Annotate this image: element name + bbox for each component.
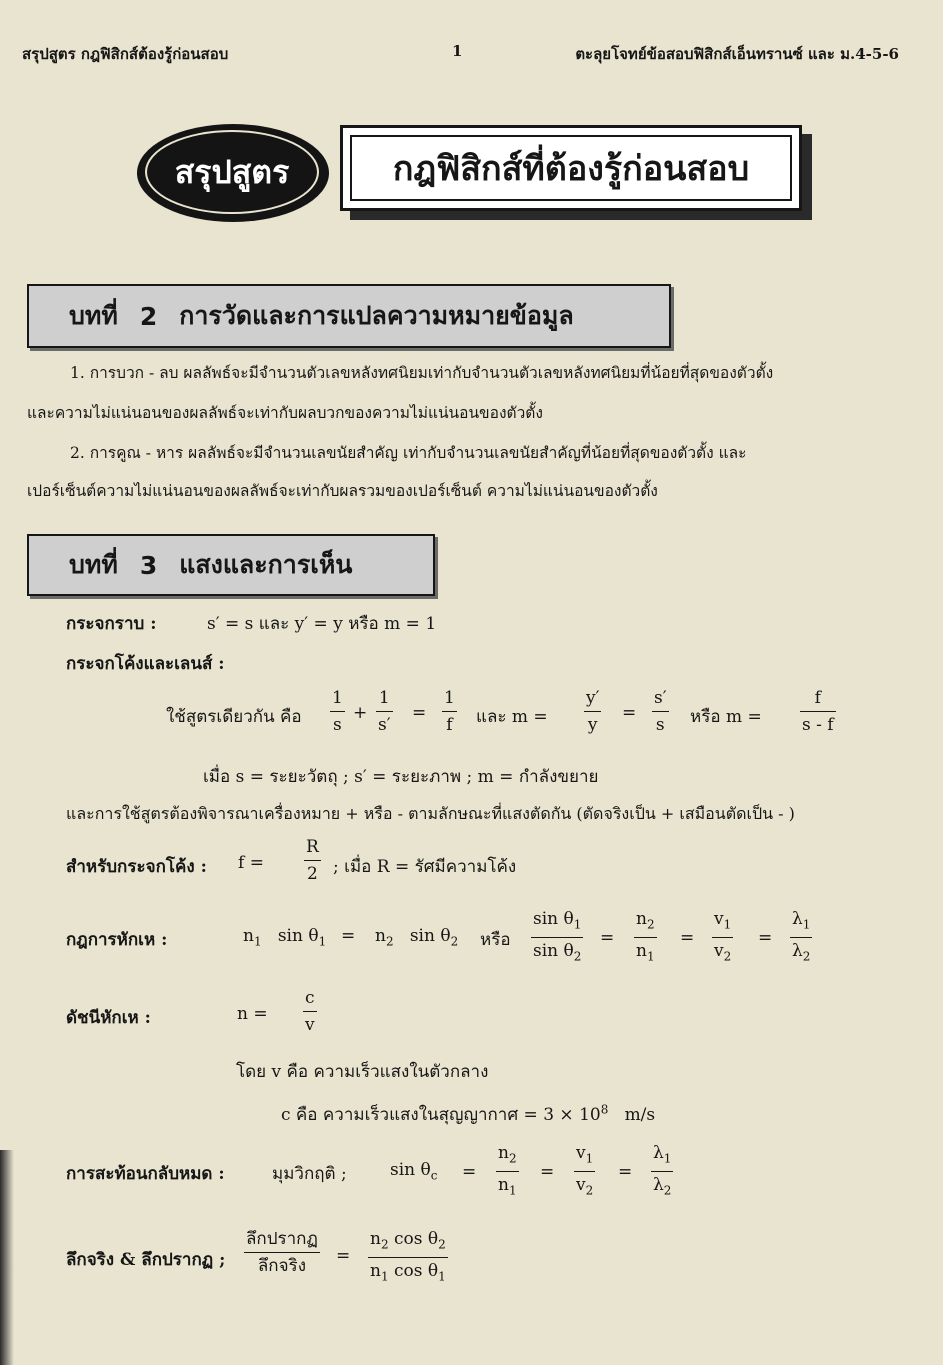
curved-mirror-label: สำหรับกระจกโค้ง : [66,857,207,877]
depth-label: ลึกจริง & ลึกปรากฏ ; [66,1250,226,1270]
equals-sign: = [462,1162,477,1182]
plane-mirror-formula: s′ = s และ y′ = y หรือ m = 1 [207,614,437,634]
fraction-ncos-ratio: $n_2$ $\cos \theta_2$ $n_1$ $\cos \theta_1$ [370,1229,446,1284]
index-lhs: n = [237,1004,268,1024]
chapter-2-heading [27,284,671,348]
fraction-lambda-ratio: $\lambda_1$ $\lambda_2$ [792,909,811,964]
curved-mirror-lens-label: กระจกโค้งและเลนส์ : [66,654,225,674]
fraction-f-over-s-minus-f: f s - f [802,688,834,735]
sign-convention-note: และการใช้สูตรต้องพิจารณาเครื่องหมาย + หรือ - ตามลักษณะที่แสงตัดกัน (ตัดจริงเป็น + เสมือนตัดเป็น - ) [66,804,795,823]
fraction-1-over-f: 1 f [444,688,455,735]
rule-multiply-divide: 2. การคูณ - หาร ผลลัพธ์จะมีจำนวนเลขนัยสำคัญ เท่ากับจำนวนเลขนัยสำคัญที่น้อยที่สุดของตัวตั้ง และ [70,444,747,462]
snell-lhs: $n_1$ $\sin \theta_1$ [243,926,327,949]
radius-definition: ; เมื่อ R = รัศมีความโค้ง [333,857,517,877]
equals-sign: = [336,1246,351,1266]
page-title: กฎฟิสิกส์ที่ต้องรู้ก่อนสอบ [350,135,792,201]
chapter-number: 2 [139,301,158,331]
equals-sign: = [540,1162,555,1182]
and-m-equals: และ m = [476,707,548,727]
focal-length-lhs: f = [238,853,264,873]
chapter-label: บทที่ [69,550,118,579]
sin-theta-c: $\sin \theta_c$ [390,1160,438,1183]
plus-sign: + [353,703,368,723]
critical-angle-label: มุมวิกฤติ ; [272,1164,347,1184]
equals-sign: = [412,703,427,723]
equals-sign: = [341,926,356,946]
page-number: 1 [452,42,463,60]
fraction-lambda1-over-lambda2: $\lambda_1$ $\lambda_2$ [653,1143,672,1198]
title-box [340,125,802,211]
fraction-v-ratio: $v_1$ $v_2$ [714,909,732,964]
rule-multiply-divide-cont: เปอร์เซ็นต์ความไม่แน่นอนของผลลัพธ์จะเท่ากับผลรวมของเปอร์เซ็นต์ ความไม่แน่นอนของตัวตั้ง [27,482,658,500]
v-definition: โดย v คือ ความเร็วแสงในตัวกลาง [236,1062,489,1082]
fraction-v1-over-v2: $v_1$ $v_2$ [576,1143,594,1198]
c-definition: c คือ ความเร็วแสงในสุญญากาศ = $3 \times 10^8$ m/s [281,1102,656,1125]
page-edge-shadow [0,1150,14,1365]
running-header-left: สรุปสูตร กฎฟิสิกส์ต้องรู้ก่อนสอบ [22,45,229,63]
equals-sign: = [680,928,695,948]
variable-definitions: เมื่อ s = ระยะวัตถุ ; s′ = ระยะภาพ ; m = กำลังขยาย [203,767,599,787]
fraction-r-over-2: R 2 [306,837,319,884]
chapter-label: บทที่ [69,301,118,330]
total-reflection-label: การสะท้อนกลับหมด : [66,1164,225,1184]
refraction-law-label: กฎการหักเห : [66,930,168,950]
chapter-number: 3 [139,550,158,580]
fraction-n-ratio: $n_2$ $n_1$ [636,909,655,964]
fraction-sin-ratio: $\sin \theta_1$ $\sin \theta_2$ [533,909,582,964]
rule-add-subtract: 1. การบวก - ลบ ผลลัพธ์จะมีจำนวนตัวเลขหลังทศนิยมเท่ากับจำนวนตัวเลขหลังทศนิยมที่น้อยที่สุดของตัวตั้ง [70,364,774,382]
fraction-1-over-s-prime: 1 s′ [378,688,391,735]
or-m-equals: หรือ m = [690,707,762,727]
chapter-title: การวัดและการแปลความหมายข้อมูล [179,301,574,330]
same-formula-lead: ใช้สูตรเดียวกัน คือ [166,707,302,727]
or-word: หรือ [480,930,511,950]
plane-mirror-label: กระจกราบ : [66,614,157,634]
chapter-title: แสงและการเห็น [179,550,353,579]
fraction-n2-over-n1: $n_2$ $n_1$ [498,1143,517,1198]
rule-add-subtract-cont: และความไม่แน่นอนของผลลัพธ์จะเท่ากับผลบวกของความไม่แน่นอนของตัวตั้ง [27,404,543,422]
fraction-c-over-v: c v [305,988,315,1035]
equals-sign: = [618,1162,633,1182]
running-header-right: ตะลุยโจทย์ข้อสอบฟิสิกส์เอ็นทรานซ์ และ ม.4-5-6 [575,45,899,63]
summary-oval-label: สรุปสูตร [145,130,319,214]
equals-sign: = [600,928,615,948]
snell-rhs: $n_2$ $\sin \theta_2$ [375,926,459,949]
fraction-apparent-over-real-depth: ลึกปรากฏ ลึกจริง [246,1229,318,1276]
equals-sign: = [622,703,637,723]
equals-sign: = [758,928,773,948]
refractive-index-label: ดัชนีหักเห : [66,1008,151,1028]
fraction-y-prime-over-y: y′ y [586,688,600,735]
fraction-1-over-s: 1 s [332,688,343,735]
fraction-s-prime-over-s: s′ s [654,688,667,735]
chapter-3-heading [27,534,435,596]
